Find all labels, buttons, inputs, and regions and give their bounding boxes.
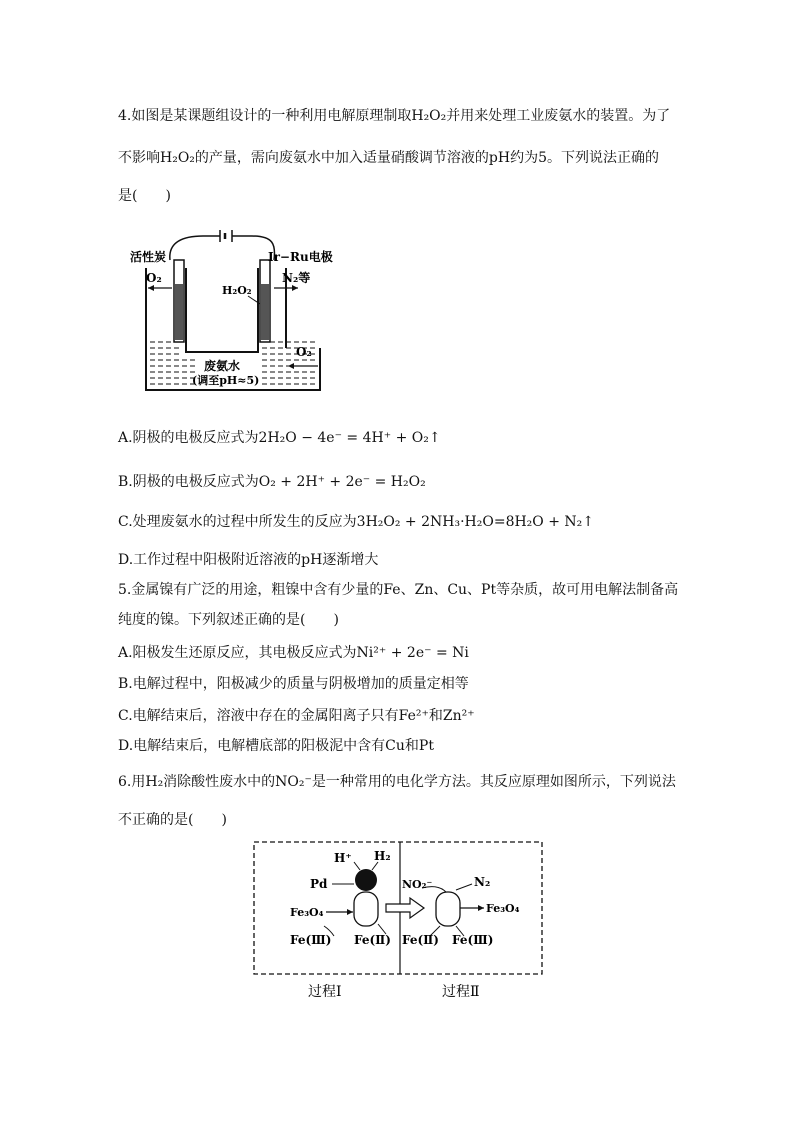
label-fe3-right: Fe(Ⅲ) <box>452 933 494 947</box>
q4-stem-line3: 是( ) <box>118 188 171 204</box>
label-fe2-right: Fe(Ⅱ) <box>402 933 439 947</box>
q4-option-b: B.阴极的电极反应式为O₂ + 2H⁺ + 2e⁻ = H₂O₂ <box>118 474 426 490</box>
reaction-process-figure <box>250 838 550 1003</box>
q5-stem-line1: 5.金属镍有广泛的用途，粗镍中含有少量的Fe、Zn、Cu、Pt等杂质，故可用电解法制备高 <box>118 582 679 598</box>
q5-option-c: C.电解结束后，溶液中存在的金属阳离子只有Fe²⁺和Zn²⁺ <box>118 708 475 724</box>
label-h-plus: H⁺ <box>334 851 352 865</box>
label-o2-in: O₂ <box>296 345 312 359</box>
label-n2-out: N₂等 <box>282 271 311 285</box>
label-h2: H₂ <box>374 849 391 863</box>
q4-option-c: C.处理废氨水的过程中所发生的反应为3H₂O₂ + 2NH₃·H₂O=8H₂O + N₂↑ <box>118 514 594 530</box>
label-ir-ru-electrode: Ir−Ru电极 <box>268 250 333 264</box>
label-waste-ammonia: 废氨水 <box>204 359 241 373</box>
q6-stem-line2: 不正确的是( ) <box>118 812 227 828</box>
label-activated-carbon: 活性炭 <box>130 250 167 264</box>
label-process-1: 过程Ⅰ <box>308 984 342 1000</box>
q5-option-d: D.电解结束后，电解槽底部的阳极泥中含有Cu和Pt <box>118 738 434 754</box>
q4-stem-line2: 不影响H₂O₂的产量，需向废氨水中加入适量硝酸调节溶液的pH约为5。下列说法正确的 <box>118 150 659 166</box>
electrolysis-apparatus-figure <box>128 224 358 404</box>
label-no2-minus: NO₂⁻ <box>402 878 433 891</box>
label-fe3-left: Fe(Ⅲ) <box>290 933 332 947</box>
label-o2-out: O₂ <box>146 271 162 285</box>
label-ph-note: (调至pH≈5) <box>192 374 260 387</box>
label-pd: Pd <box>310 877 328 891</box>
label-fe3o4-left: Fe₃O₄ <box>290 906 324 919</box>
q5-option-b: B.电解过程中，阳极减少的质量与阴极增加的质量定相等 <box>118 676 469 692</box>
label-fe3o4-right: Fe₃O₄ <box>486 902 520 915</box>
label-h2o2: H₂O₂ <box>222 284 252 297</box>
q6-stem-line1: 6.用H₂消除酸性废水中的NO₂⁻是一种常用的电化学方法。其反应原理如图所示，下列说法 <box>118 774 676 790</box>
q5-option-a: A.阳极发生还原反应，其电极反应式为Ni²⁺ + 2e⁻ = Ni <box>118 645 469 661</box>
q5-stem-line2: 纯度的镍。下列叙述正确的是( ) <box>118 612 339 628</box>
q4-option-d: D.工作过程中阳极附近溶液的pH逐渐增大 <box>118 552 379 568</box>
label-n2: N₂ <box>474 875 491 889</box>
q4-option-a: A.阴极的电极反应式为2H₂O − 4e⁻ = 4H⁺ + O₂↑ <box>118 430 441 446</box>
q4-stem-line1: 4.如图是某课题组设计的一种利用电解原理制取H₂O₂并用来处理工业废氨水的装置。为了 <box>118 108 671 124</box>
label-process-2: 过程Ⅱ <box>442 984 480 1000</box>
label-fe2-left: Fe(Ⅱ) <box>354 933 391 947</box>
